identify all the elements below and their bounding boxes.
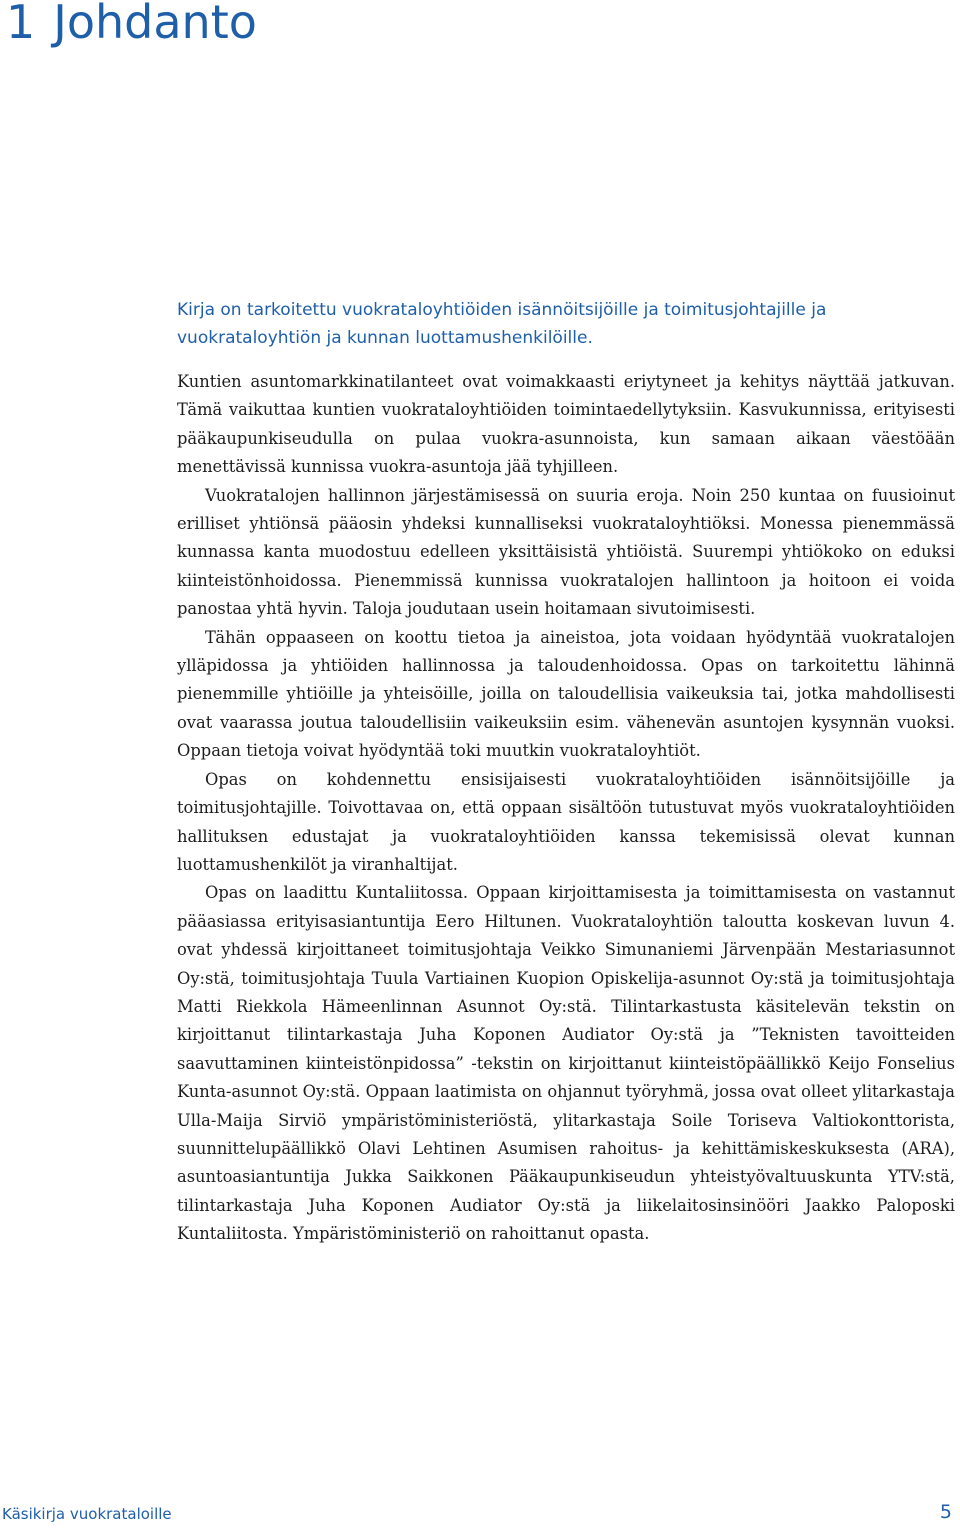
lead-paragraph: Kirja on tarkoitettu vuokrataloyhtiöiden isännöitsijöille ja toimitusjohtajille ja vuokrataloyhtiön ja kunnan luottamushenkilöille. bbox=[177, 300, 827, 348]
footer-book-title: Käsikirja vuokrataloille bbox=[2, 1505, 172, 1523]
page-number: 5 bbox=[939, 1501, 952, 1523]
paragraph-guide-content: Tähän oppaaseen on koottu tietoa ja aineistoa, jota voidaan hyödyntää vuokratalojen ylläpidossa ja yhtiöiden hallinnossa ja taloudenhoidossa. Opas on tarkoitettu lähinnä pienemmille yhtiöille ja yhteisöille, joilla on taloudellisia vaikeuksia tai, jotka mahdollisesti ovat vaarassa joutua taloudellisiin vaikeuksiin esim. vähenevän asuntojen kysynnän vuoksi. Oppaan tietoja voivat hyödyntää toki muutkin vuokrataloyhtiöt. bbox=[177, 627, 955, 761]
paragraph-market-situation: Kuntien asuntomarkkinatilanteet ovat voimakkaasti eriytyneet ja kehitys näyttää jatkuvan. Tämä vaikuttaa kuntien vuokrataloyhtiöiden toimintaedellytyksiin. Kasvukunnissa, erityisesti pääkaupunkiseudulla on pulaa vuokra-asunnoista, kun samaan aikaan väestöään menettävissä kunnissa vuokra-asuntoja jää tyhjilleen. bbox=[177, 372, 955, 477]
paragraph-target-audience: Opas on kohdennettu ensisijaisesti vuokrataloyhtiöiden isännöitsijöille ja toimitusjohtajille. Toivottavaa on, että oppaan sisältöön tutustuvat myös vuokrataloyhtiöiden hallituksen edustajat ja vuokrataloyhtiöiden kanssa tekemisissä olevat kunnan luottamushenkilöt ja viranhaltijat. bbox=[177, 769, 955, 874]
chapter-title: Johdanto bbox=[53, 0, 257, 49]
paragraph-authors: Opas on laadittu Kuntaliitossa. Oppaan kirjoittamisesta ja toimittamisesta on vastannut pääasiassa erityisasiantuntija Eero Hiltunen. Vuokrataloyhtiön taloutta koskevan luvun 4. ovat yhdessä kirjoittaneet toimitusjohtaja Veikko Simunaniemi Järvenpään Mestariasunnot Oy:stä, toimitusjohtaja Tuula Vartiainen Kuopion Opiskelija-asunnot Oy:stä ja toimitusjohtaja Matti Riekkola Hämeenlinnan Asunnot Oy:stä. Tilintarkastusta käsitelevän tekstin on kirjoittanut tilintarkastaja Juha Koponen Audiator Oy:stä ja ”Teknisten tavoitteiden saavuttaminen kiinteistönpidossa” -tekstin on kirjoittanut kiinteistöpäällikkö Keijo Fonselius Kunta-asunnot Oy:stä. Oppaan laatimista on ohjannut työryhmä, jossa ovat olleet ylitarkastaja Ulla-Maija Sirviö ympäristöministeriöstä, ylitarkastaja Soile Toriseva Valtiokonttorista, suunnittelupäällikkö Olavi Lehtinen Asumisen rahoitus- ja kehittämiskeskuksesta (ARA), asuntoasiantuntija Jukka Saikkonen Pääkaupunkiseudun yhteistyövaltuuskunta YTV:stä, tilintarkastaja Juha Koponen Audiator Oy:stä ja liikelaitosinsinööri Jaakko Paloposki Kuntaliitosta. Ympäristöministeriö on rahoittanut opasta. bbox=[177, 883, 955, 1244]
chapter-heading bbox=[6, 0, 257, 52]
paragraph-administration: Vuokratalojen hallinnon järjestämisessä on suuria eroja. Noin 250 kuntaa on fuusioinut erilliset yhtiönsä pääosin yhdeksi kunnalliseksi vuokrataloyhtiöksi. Monessa pienemmässä kunnassa kanta muodostuu edelleen yksittäisistä yhtiöistä. Suurempi yhtiökoko on eduksi kiinteistönhoidossa. Pienemmissä kunnissa vuokratalojen hallintoon ja hoitoon ei voida panostaa yhtä hyvin. Taloja joudutaan usein hoitamaan sivutoimisesti. bbox=[177, 485, 955, 619]
body-text bbox=[177, 368, 955, 1249]
chapter-number: 1 bbox=[6, 0, 36, 49]
